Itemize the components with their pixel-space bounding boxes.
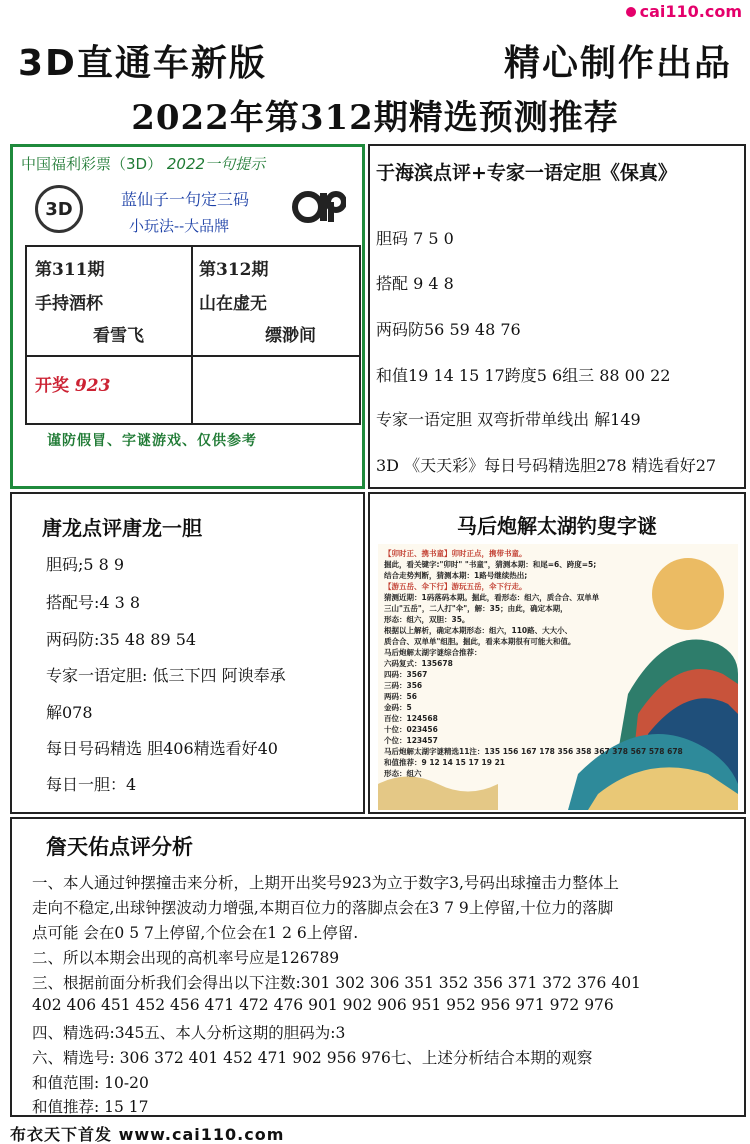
zhantianyou-line: 三、根据前面分析我们会得出以下注数:301 302 306 351 352 356 371 372 376 401 — [32, 974, 641, 992]
mahoupao-line: 六码复式：135678 — [384, 659, 453, 668]
curr-hint-line2: 缥渺间 — [265, 326, 316, 346]
zhantianyou-line: 走向不稳定,出球钟摆波动力增强,本期百位力的落脚点会在3 7 9上停留,十位力的落脚 — [32, 899, 614, 917]
header-right: 精心制作出品 — [503, 42, 732, 84]
mahoupao-line: 质合合、双单单"组胆。掘此，看来本期很有可能大和值。 — [384, 637, 576, 646]
ticket-sub-slogan: 小玩法--大品牌 — [129, 217, 230, 235]
mahoupao-line: 猜测近期：1码落码本期。掘此，看形态：组六，质合合、双单单 — [384, 593, 600, 602]
mahoupao-line: 【卯时正、携书童】卯时正点，携带书童。 — [384, 549, 527, 558]
mahoupao-line: 三山"五岳"，二人打"伞"，解：35；由此，确定本期， — [384, 604, 568, 613]
ticket-grid — [25, 245, 361, 425]
open-result — [35, 371, 110, 396]
zhantianyou-line: 四、精选码:345五、本人分析这期的胆码为:3 — [32, 1024, 346, 1042]
lottery-ticket — [10, 144, 365, 489]
expert-line: 搭配 9 4 8 — [376, 274, 454, 293]
mahoupao-title: 马后炮解太湖钓叟字谜 — [457, 514, 657, 538]
open-number: 923 — [74, 376, 111, 396]
mahoupao-line: 两码：56 — [384, 692, 417, 701]
expert-panel — [368, 144, 746, 489]
zhantianyou-line: 402 406 451 452 456 471 472 476 901 902 906 951 952 956 971 972 976 — [32, 996, 614, 1014]
expert-line: 专家一语定胆 双弯折带单线出 解149 — [376, 410, 641, 429]
grid-divider — [191, 247, 193, 423]
zhantianyou-panel — [10, 817, 746, 1117]
expert-line: 胆码 7 5 0 — [376, 229, 454, 248]
mahoupao-line: 三码：356 — [384, 681, 423, 690]
zhantianyou-line: 六、精选号: 306 372 401 452 471 902 956 976七、上述分析结合本期的观察 — [32, 1049, 593, 1067]
zhantianyou-line: 和值范围: 10-20 — [32, 1074, 149, 1092]
mahoupao-line: 马后炮解太湖字谜精选11注：135 156 167 178 356 358 367 378 567 578 678 — [384, 747, 683, 756]
expert-title: 于海滨点评+专家一语定胆《保真》 — [376, 162, 677, 184]
prev-period: 第311期 — [35, 260, 105, 280]
ticket-slogan: 蓝仙子一句定三码 — [121, 190, 250, 209]
mahoupao-line: 掘此，看关键字:"卯时" "书童"，猜测本期：和尾=6、跨度=5; — [384, 560, 597, 569]
mahoupao-line: 四码：3567 — [384, 670, 428, 679]
mahoupao-line: 个位：123457 — [384, 736, 438, 745]
header — [18, 36, 732, 84]
tanglong-title: 唐龙点评唐龙一胆 — [42, 516, 202, 540]
mahoupao-line: 根据以上解析，确定本期形态：组六，110路、大大小、 — [384, 626, 573, 635]
mahoupao-line: 【游五岳、伞下行】游玩五岳，伞下行走。 — [384, 582, 527, 591]
tanglong-line: 胆码;5 8 9 — [46, 555, 125, 574]
tanglong-line: 每日一胆：4 — [46, 775, 137, 794]
zhantianyou-title: 詹天佑点评分析 — [46, 834, 193, 859]
zhantianyou-line: 二、所以本期会出现的高机率号应是126789 — [32, 949, 340, 967]
expert-line: 两码防56 59 48 76 — [376, 320, 521, 339]
tanglong-line: 解078 — [46, 703, 93, 722]
logo-dot-icon — [626, 7, 636, 17]
prev-hint-line1: 手持酒杯 — [35, 294, 103, 314]
tanglong-line: 专家一语定胆: 低三下四 阿谀奉承 — [46, 666, 286, 685]
mahoupao-line: 马后炮解太湖字谜综合推荐： — [384, 648, 482, 657]
mahoupao-text — [384, 548, 683, 779]
zhantianyou-line: 点可能 会在0 5 7上停留,个位会在1 2 6上停留. — [32, 924, 359, 942]
3d-logo-icon: 3D — [35, 185, 83, 233]
tanglong-line: 两码防:35 48 89 54 — [46, 630, 197, 649]
ticket-title-rest: 2022一句提示 — [166, 155, 266, 173]
zhantianyou-line: 和值推荐: 15 17 — [32, 1098, 149, 1116]
open-label: 开奖 — [35, 376, 69, 396]
mahoupao-image — [378, 544, 738, 810]
page-title: 2022年第312期精选预测推荐 — [131, 98, 619, 138]
mahoupao-panel — [368, 492, 746, 814]
prev-hint-line2: 看雪飞 — [93, 326, 144, 346]
ticket-title-main: 中国福利彩票（3D） — [21, 155, 163, 173]
expert-line: 和值19 14 15 17跨度5 6组三 88 00 22 — [376, 366, 671, 385]
footer[interactable]: 布衣天下首发 www.cai110.com — [10, 1125, 285, 1144]
expert-line: 3D 《天天彩》每日号码精选胆278 精选看好27 — [376, 456, 717, 475]
mahoupao-line: 结合走势判断，猜测本期：1路号继续热出; — [384, 571, 528, 580]
site-logo-text: cai110.com — [639, 2, 742, 21]
curr-period: 第312期 — [199, 260, 269, 280]
tanglong-line: 每日号码精选 胆406精选看好40 — [46, 739, 278, 758]
header-left: 3D直通车新版 — [18, 42, 267, 84]
mahoupao-line: 十位：023456 — [384, 725, 438, 734]
mahoupao-line: 形态：组六，双胆：35。 — [384, 615, 470, 624]
ticket-warning: 谨防假冒、字谜游戏、仅供参考 — [47, 433, 257, 449]
mahoupao-line: 百位：124568 — [384, 714, 438, 723]
ticket-title — [21, 153, 265, 174]
curr-hint-line1: 山在虚无 — [199, 294, 267, 314]
welfare-lottery-logo-icon — [292, 187, 346, 227]
mahoupao-line: 金码：5 — [384, 703, 412, 712]
zhantianyou-line: 一、本人通过钟摆撞击来分析，上期开出奖号923为立于数字3,号码出球撞击力整体上 — [32, 874, 619, 892]
tanglong-line: 搭配号:4 3 8 — [46, 593, 141, 612]
mahoupao-line: 形态：组六 — [384, 769, 422, 778]
tanglong-panel — [10, 492, 365, 814]
grid-divider — [27, 355, 359, 357]
site-logo[interactable] — [626, 2, 742, 21]
mahoupao-line: 和值推荐：9 12 14 15 17 19 21 — [384, 758, 506, 767]
